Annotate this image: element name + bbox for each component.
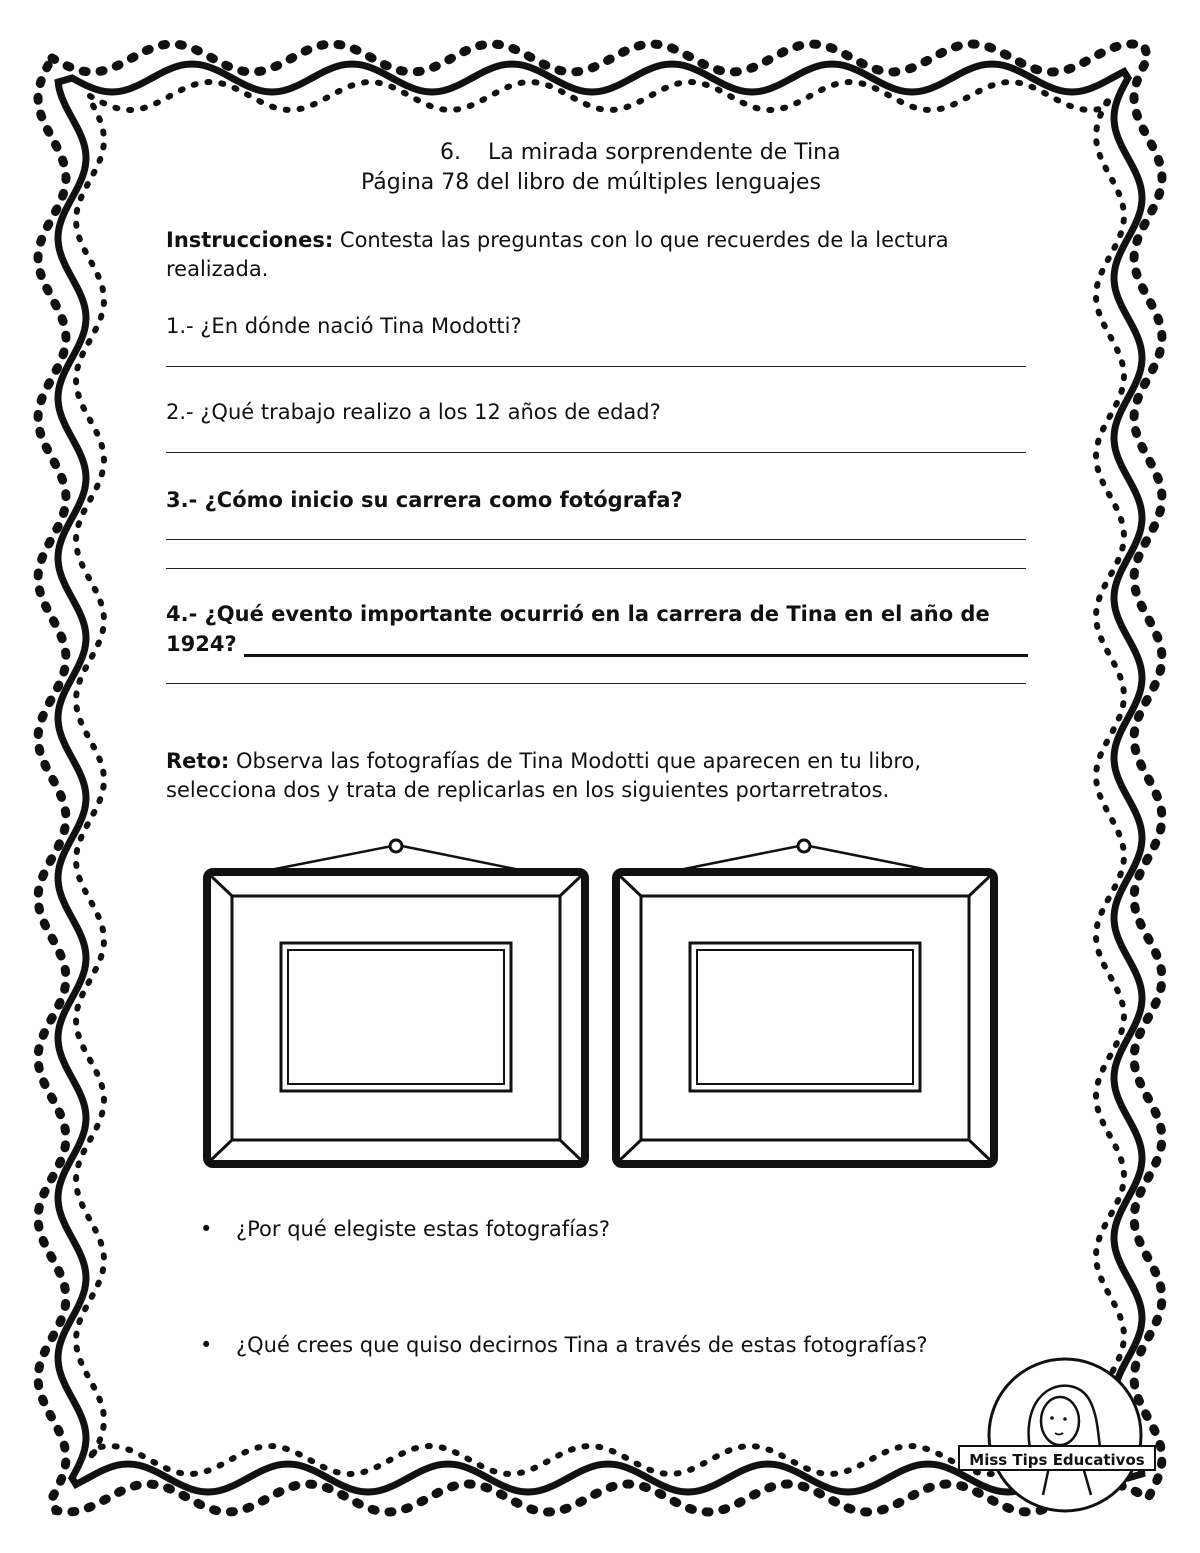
challenge-text: Observa las fotografías de Tina Modotti que aparecen en tu libro, <box>235 749 922 773</box>
worksheet-title <box>440 140 841 165</box>
answer-line-4a[interactable] <box>244 654 1028 657</box>
picture-frame-right[interactable] <box>609 832 1004 1172</box>
logo-label: Miss Tips Educativos <box>958 1445 1156 1471</box>
answer-line-3a[interactable] <box>166 539 1026 540</box>
question-3: 3.- ¿Cómo inicio su carrera como fotógrafa? <box>166 488 683 512</box>
answer-line-3b[interactable] <box>166 568 1026 569</box>
instructions <box>166 226 1026 284</box>
bullet-dot: • <box>200 1217 213 1241</box>
bullet-question-2 <box>200 1333 928 1357</box>
instructions-text-2: realizada. <box>166 257 269 281</box>
title-number: 6. <box>440 140 461 165</box>
miss-tips-logo-icon <box>955 1355 1160 1515</box>
worksheet-subtitle: Página 78 del libro de múltiples lenguajes <box>361 170 821 195</box>
instructions-label: Instrucciones: <box>166 228 334 252</box>
instructions-text: Contesta las preguntas con lo que recuerdes de la lectura <box>339 228 949 252</box>
question-1: 1.- ¿En dónde nació Tina Modotti? <box>166 314 522 338</box>
answer-line-1[interactable] <box>166 366 1026 367</box>
challenge-label: Reto: <box>166 749 230 773</box>
challenge <box>166 747 1026 805</box>
picture-frame-left[interactable] <box>200 832 595 1172</box>
answer-line-4b[interactable] <box>166 683 1026 684</box>
bullet-question-1-text: ¿Por qué elegiste estas fotografías? <box>236 1217 610 1241</box>
answer-line-2[interactable] <box>166 452 1026 453</box>
question-4: 4.- ¿Qué evento importante ocurrió en la carrera de Tina en el año de <box>166 602 990 626</box>
title-text: La mirada sorprendente de Tina <box>488 140 841 165</box>
question-4-year: 1924? <box>166 632 237 656</box>
challenge-text-2: selecciona dos y trata de replicarlas en los siguientes portarretratos. <box>166 778 890 802</box>
question-2: 2.- ¿Qué trabajo realizo a los 12 años de edad? <box>166 400 661 424</box>
bullet-question-1 <box>200 1217 610 1241</box>
bullet-question-2-text: ¿Qué crees que quiso decirnos Tina a través de estas fotografías? <box>236 1333 928 1357</box>
bullet-dot: • <box>200 1333 213 1357</box>
